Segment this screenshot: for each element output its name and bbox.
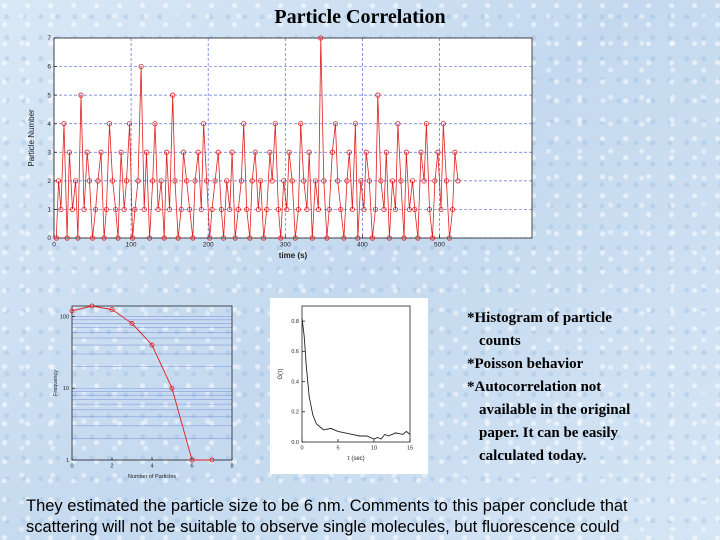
y-tick-label: 6: [47, 63, 51, 71]
autocorrelation-chart: [270, 298, 428, 474]
bullet-text: *Poisson behavior: [467, 356, 584, 372]
y-tick-label: 0: [47, 235, 51, 243]
bullet-list: [467, 307, 707, 468]
x-tick-label: 500: [434, 241, 445, 249]
y-tick-label: 0.4: [291, 379, 299, 386]
y-axis-label: G(τ): [278, 368, 284, 380]
x-tick-label: 2: [110, 463, 114, 470]
footer-paragraph: [26, 496, 716, 538]
x-tick-label: 400: [356, 241, 368, 249]
y-tick-label: 0.0: [291, 439, 299, 446]
x-tick-label: 4: [150, 463, 154, 470]
x-tick-label: 100: [125, 241, 137, 249]
bullet-text: *Histogram of particle: [467, 310, 612, 326]
bullet-text: available in the original: [479, 402, 631, 418]
x-tick-label: 15: [406, 445, 414, 452]
x-tick-label: 6: [190, 463, 194, 470]
x-axis-label: Number of Particles: [127, 474, 177, 478]
footer-line: They estimated the particle size to be 6 nm. Comments to this paper conclude that: [26, 497, 628, 515]
y-tick-label: 3: [47, 149, 51, 157]
bullet-text: calculated today.: [479, 448, 587, 464]
y-tick-label: 0.6: [291, 349, 299, 356]
y-tick-label: 100: [59, 314, 69, 321]
y-axis-label: Frequency: [53, 370, 59, 396]
x-tick-label: 5: [336, 445, 340, 452]
particle-number-time-chart: [22, 28, 537, 268]
x-tick-label: 0: [52, 241, 56, 249]
bullet-text: paper. It can be easily: [479, 425, 619, 441]
slide-title: Particle Correlation: [274, 6, 446, 28]
x-tick-label: 200: [202, 241, 214, 249]
bullet-poisson: [467, 353, 707, 376]
y-tick-label: 4: [47, 120, 51, 128]
x-axis-label: time (s): [278, 251, 308, 260]
y-tick-label: 1: [47, 206, 51, 214]
x-tick-label: 300: [279, 241, 291, 249]
x-tick-label: 0: [70, 463, 74, 470]
y-tick-label: 1: [65, 457, 69, 464]
bullet-histogram: [467, 307, 707, 353]
y-tick-label: 5: [47, 92, 51, 100]
y-axis-label: Particle Number: [27, 109, 36, 167]
x-tick-label: 10: [370, 445, 378, 452]
y-tick-label: 2: [47, 178, 51, 186]
plot-frame: [302, 306, 410, 442]
y-tick-label: 0.2: [291, 409, 299, 416]
bullet-text: counts: [479, 333, 521, 349]
y-tick-label: 0.8: [291, 318, 299, 325]
x-tick-label: 8: [230, 463, 234, 470]
footer-line: scattering will not be suitable to observe single molecules, but fluorescence could: [26, 518, 620, 536]
series-line: [72, 306, 212, 460]
y-tick-label: 10: [62, 386, 69, 393]
bullet-autocorrelation: [467, 376, 707, 468]
y-tick-label: 7: [47, 35, 51, 43]
bullet-text: *Autocorrelation not: [467, 379, 602, 395]
x-tick-label: 0: [300, 445, 304, 452]
particle-count-histogram-chart: [50, 298, 245, 478]
plot-frame: [72, 306, 232, 460]
series-line: [302, 318, 410, 439]
x-axis-label: τ (sec): [347, 456, 365, 462]
